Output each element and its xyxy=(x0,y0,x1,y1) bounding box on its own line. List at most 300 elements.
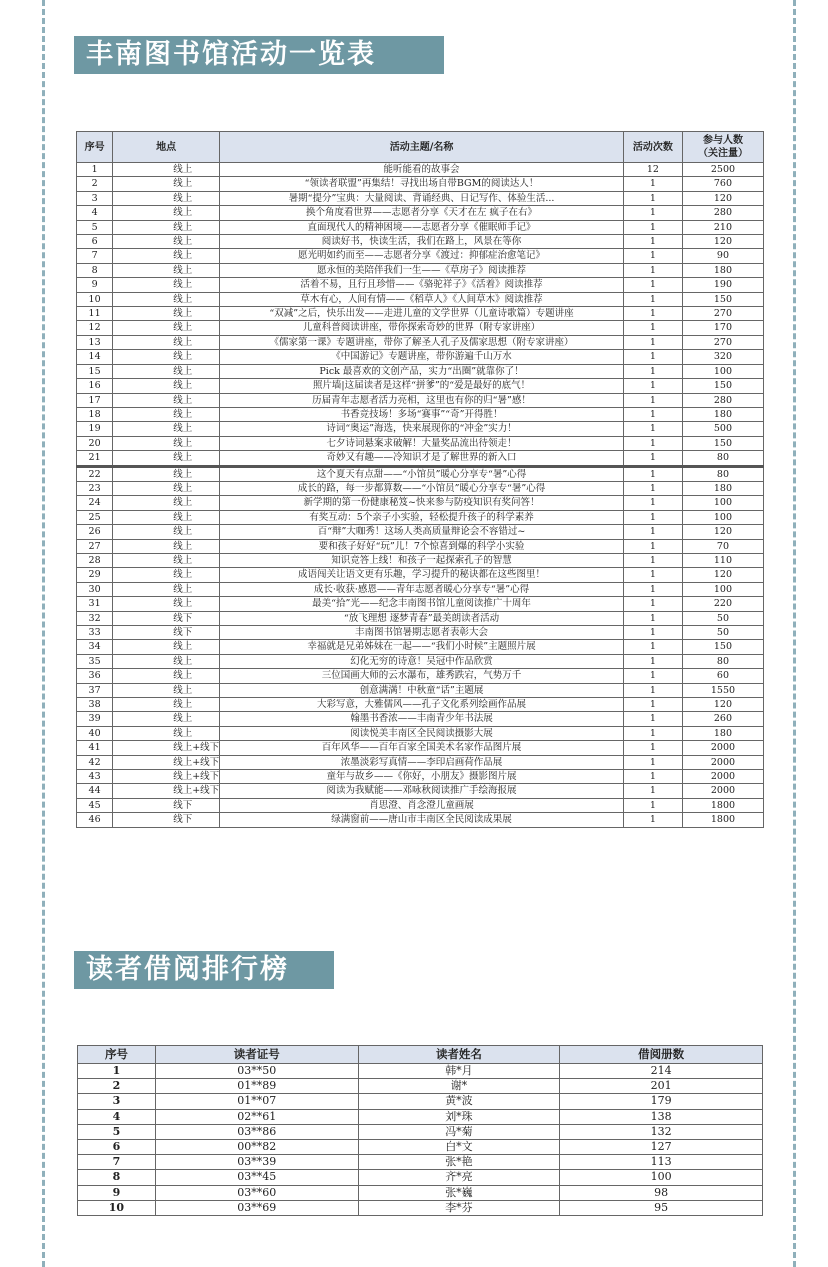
cell-people: 320 xyxy=(682,350,763,364)
cell-location: 线上 xyxy=(113,510,220,524)
cell-people: 270 xyxy=(682,335,763,349)
cell-theme: 成语闯关让语文更有乐趣，学习提升的秘诀都在这些图里！ xyxy=(220,568,624,582)
cell-no: 10 xyxy=(77,292,113,306)
cell-people: 170 xyxy=(682,321,763,335)
cell-borrow-count: 113 xyxy=(560,1155,763,1170)
cell-name: 韩*月 xyxy=(358,1064,560,1079)
cell-count: 1 xyxy=(623,220,682,234)
cell-theme: 成长的路，每一步都算数——“小馆员”暖心分享专“暑”心得 xyxy=(220,481,624,495)
cell-location: 线上 xyxy=(113,726,220,740)
cell-location: 线上 xyxy=(113,335,220,349)
cell-location: 线上+线下 xyxy=(113,784,220,798)
cell-people: 50 xyxy=(682,611,763,625)
table-row xyxy=(78,1124,763,1139)
cell-count: 1 xyxy=(623,422,682,436)
cell-people: 2500 xyxy=(682,163,763,177)
cell-card: 03**39 xyxy=(155,1155,358,1170)
cell-count: 1 xyxy=(623,539,682,553)
cell-people: 180 xyxy=(682,481,763,495)
table-row xyxy=(77,379,764,393)
cell-location: 线上 xyxy=(113,640,220,654)
cell-no: 21 xyxy=(77,451,113,466)
cell-theme: 百“辩”大咖秀！这场人类高质量辩论会不容错过~ xyxy=(220,525,624,539)
cell-location: 线上 xyxy=(113,206,220,220)
table-row xyxy=(77,407,764,421)
cell-people: 100 xyxy=(682,582,763,596)
cell-people: 280 xyxy=(682,393,763,407)
cell-card: 01**89 xyxy=(155,1079,358,1094)
cell-count: 1 xyxy=(623,307,682,321)
cell-count: 1 xyxy=(623,292,682,306)
cell-no: 36 xyxy=(77,669,113,683)
cell-theme: 百年风华——百年百家全国美术名家作品图片展 xyxy=(220,741,624,755)
header-count: 活动次数 xyxy=(623,132,682,163)
cell-theme: 知识竞答上线！和孩子一起探索孔子的智慧 xyxy=(220,553,624,567)
cell-people: 270 xyxy=(682,307,763,321)
cell-no: 29 xyxy=(77,568,113,582)
cell-count: 1 xyxy=(623,263,682,277)
table-row xyxy=(77,726,764,740)
cell-card: 03**45 xyxy=(155,1170,358,1185)
cell-theme: 幻化无穷的诗意！吴冠中作品欣赏 xyxy=(220,654,624,668)
cell-count: 1 xyxy=(623,451,682,466)
cell-theme: “领读者联盟”再集结！寻找出场自带BGM的阅读达人！ xyxy=(220,177,624,191)
cell-people: 120 xyxy=(682,235,763,249)
table-row xyxy=(78,1094,763,1109)
cell-people: 2000 xyxy=(682,770,763,784)
cell-no: 22 xyxy=(77,466,113,481)
cell-no: 8 xyxy=(77,263,113,277)
table-row xyxy=(77,741,764,755)
cell-borrow-count: 95 xyxy=(560,1200,763,1215)
cell-theme: 绿满窗前——唐山市丰南区全民阅读成果展 xyxy=(220,813,624,827)
cell-count: 1 xyxy=(623,582,682,596)
cell-no: 1 xyxy=(77,163,113,177)
cell-rank-no: 2 xyxy=(78,1079,156,1094)
cell-location: 线上 xyxy=(113,481,220,495)
cell-name: 李*芬 xyxy=(358,1200,560,1215)
table-row xyxy=(77,553,764,567)
cell-theme: “双减”之后，快乐出发——走进儿童的文学世界（儿童诗歌篇）专题讲座 xyxy=(220,307,624,321)
cell-location: 线上 xyxy=(113,278,220,292)
cell-location: 线上 xyxy=(113,220,220,234)
ranking-section-title: 读者借阅排行榜 xyxy=(74,951,334,989)
cell-count: 1 xyxy=(623,640,682,654)
cell-count: 1 xyxy=(623,407,682,421)
table-row xyxy=(78,1109,763,1124)
cell-no: 34 xyxy=(77,640,113,654)
cell-theme: 阅读为我赋能——邓咏秋阅读推广手绘海报展 xyxy=(220,784,624,798)
table-row xyxy=(77,626,764,640)
cell-location: 线上 xyxy=(113,553,220,567)
cell-theme: 要和孩子好好“玩”儿！7个惊喜到爆的科学小实验 xyxy=(220,539,624,553)
table-row xyxy=(77,496,764,510)
cell-no: 23 xyxy=(77,481,113,495)
cell-count: 1 xyxy=(623,321,682,335)
cell-count: 1 xyxy=(623,235,682,249)
cell-theme: 成长·收获·感恩——青年志愿者暖心分享专“暑”心得 xyxy=(220,582,624,596)
cell-location: 线上 xyxy=(113,235,220,249)
cell-no: 40 xyxy=(77,726,113,740)
cell-card: 02**61 xyxy=(155,1109,358,1124)
table-row xyxy=(77,422,764,436)
table-row xyxy=(78,1170,763,1185)
cell-count: 1 xyxy=(623,510,682,524)
cell-rank-no: 3 xyxy=(78,1094,156,1109)
cell-count: 1 xyxy=(623,669,682,683)
cell-location: 线上 xyxy=(113,263,220,277)
table-row xyxy=(77,393,764,407)
cell-borrow-count: 127 xyxy=(560,1140,763,1155)
ranking-table-header xyxy=(78,1046,763,1064)
cell-theme: 最美“拾”光——纪念丰南图书馆儿童阅读推广十周年 xyxy=(220,597,624,611)
cell-theme: 能听能看的故事会 xyxy=(220,163,624,177)
table-row xyxy=(77,568,764,582)
table-row xyxy=(78,1155,763,1170)
cell-name: 刘*珠 xyxy=(358,1109,560,1124)
cell-card: 01**07 xyxy=(155,1094,358,1109)
cell-count: 1 xyxy=(623,611,682,625)
cell-rank-no: 10 xyxy=(78,1200,156,1215)
cell-theme: 历届青年志愿者活力亮相，这里也有你的归“暑”感！ xyxy=(220,393,624,407)
cell-rank-no: 7 xyxy=(78,1155,156,1170)
table-row xyxy=(77,525,764,539)
cell-count: 12 xyxy=(623,163,682,177)
cell-location: 线上 xyxy=(113,163,220,177)
cell-count: 1 xyxy=(623,177,682,191)
cell-location: 线上 xyxy=(113,364,220,378)
cell-location: 线上 xyxy=(113,568,220,582)
cell-theme: 童年与故乡——《你好，小朋友》摄影图片展 xyxy=(220,770,624,784)
cell-people: 180 xyxy=(682,263,763,277)
cell-theme: 活着不易，且行且珍惜——《骆驼祥子》《活着》阅读推荐 xyxy=(220,278,624,292)
cell-count: 1 xyxy=(623,496,682,510)
cell-people: 2000 xyxy=(682,784,763,798)
cell-count: 1 xyxy=(623,755,682,769)
cell-count: 1 xyxy=(623,481,682,495)
cell-location: 线上 xyxy=(113,654,220,668)
cell-no: 28 xyxy=(77,553,113,567)
table-row xyxy=(77,177,764,191)
table-row xyxy=(77,712,764,726)
cell-people: 180 xyxy=(682,407,763,421)
cell-borrow-count: 214 xyxy=(560,1064,763,1079)
table-row xyxy=(77,669,764,683)
cell-no: 3 xyxy=(77,191,113,205)
cell-rank-no: 6 xyxy=(78,1140,156,1155)
cell-no: 30 xyxy=(77,582,113,596)
table-row xyxy=(77,307,764,321)
header-rank-no: 序号 xyxy=(78,1046,156,1064)
cell-count: 1 xyxy=(623,364,682,378)
cell-location: 线上 xyxy=(113,436,220,450)
table-row xyxy=(77,163,764,177)
cell-no: 33 xyxy=(77,626,113,640)
cell-location: 线上 xyxy=(113,191,220,205)
header-card: 读者证号 xyxy=(155,1046,358,1064)
cell-people: 150 xyxy=(682,379,763,393)
cell-people: 120 xyxy=(682,698,763,712)
header-people: 参与人数 （关注量） xyxy=(682,132,763,163)
cell-people: 260 xyxy=(682,712,763,726)
cell-no: 44 xyxy=(77,784,113,798)
cell-name: 白*文 xyxy=(358,1140,560,1155)
cell-location: 线上 xyxy=(113,393,220,407)
left-dashed-border xyxy=(42,0,45,1267)
cell-people: 500 xyxy=(682,422,763,436)
cell-card: 03**86 xyxy=(155,1124,358,1139)
table-row xyxy=(77,364,764,378)
table-row xyxy=(78,1079,763,1094)
cell-count: 1 xyxy=(623,798,682,812)
cell-theme: 肖思澄、肖念澄儿童画展 xyxy=(220,798,624,812)
table-row xyxy=(77,235,764,249)
cell-count: 1 xyxy=(623,784,682,798)
cell-theme: 奇妙又有趣——冷知识才是了解世界的新入口 xyxy=(220,451,624,466)
cell-people: 60 xyxy=(682,669,763,683)
cell-location: 线上 xyxy=(113,407,220,421)
cell-no: 17 xyxy=(77,393,113,407)
table-row xyxy=(77,784,764,798)
table-row xyxy=(77,436,764,450)
cell-no: 9 xyxy=(77,278,113,292)
cell-count: 1 xyxy=(623,726,682,740)
cell-theme: 翰墨书香浓——丰南青少年书法展 xyxy=(220,712,624,726)
cell-theme: 新学期的第一份健康秘笈~快来参与防疫知识有奖问答！ xyxy=(220,496,624,510)
cell-no: 15 xyxy=(77,364,113,378)
cell-location: 线上+线下 xyxy=(113,770,220,784)
cell-theme: 阅读悦美丰南区全民阅读摄影大展 xyxy=(220,726,624,740)
cell-count: 1 xyxy=(623,278,682,292)
cell-rank-no: 5 xyxy=(78,1124,156,1139)
cell-theme: 大彩写意，大雅儒风——孔子文化系列绘画作品展 xyxy=(220,698,624,712)
cell-people: 70 xyxy=(682,539,763,553)
table-row xyxy=(77,654,764,668)
cell-people: 190 xyxy=(682,278,763,292)
cell-location: 线上+线下 xyxy=(113,755,220,769)
cell-count: 1 xyxy=(623,393,682,407)
cell-people: 150 xyxy=(682,436,763,450)
cell-people: 100 xyxy=(682,364,763,378)
cell-card: 03**60 xyxy=(155,1185,358,1200)
cell-location: 线上 xyxy=(113,496,220,510)
cell-count: 1 xyxy=(623,191,682,205)
table-row xyxy=(78,1064,763,1079)
table-row xyxy=(77,278,764,292)
table-row xyxy=(78,1200,763,1215)
cell-rank-no: 4 xyxy=(78,1109,156,1124)
table-row xyxy=(78,1185,763,1200)
cell-location: 线上 xyxy=(113,307,220,321)
cell-theme: 这个夏天有点甜——“小馆员”暖心分享专“暑”心得 xyxy=(220,466,624,481)
cell-count: 1 xyxy=(623,436,682,450)
cell-no: 32 xyxy=(77,611,113,625)
cell-no: 6 xyxy=(77,235,113,249)
activity-table-header xyxy=(77,132,764,163)
cell-people: 100 xyxy=(682,510,763,524)
cell-people: 760 xyxy=(682,177,763,191)
cell-no: 26 xyxy=(77,525,113,539)
table-row xyxy=(77,263,764,277)
cell-theme: 儿童科普阅读讲座，带你探索奇妙的世界（附专家讲座） xyxy=(220,321,624,335)
cell-borrow-count: 201 xyxy=(560,1079,763,1094)
cell-theme: 七夕诗词悬案求破解！大量奖品流出待领走！ xyxy=(220,436,624,450)
cell-theme: 三位国画大师的云水瀑布，雄秀跌宕，气势万千 xyxy=(220,669,624,683)
table-row xyxy=(77,481,764,495)
cell-borrow-count: 138 xyxy=(560,1109,763,1124)
table-row xyxy=(77,350,764,364)
table-row xyxy=(77,321,764,335)
cell-count: 1 xyxy=(623,654,682,668)
header-borrow-count: 借阅册数 xyxy=(560,1046,763,1064)
cell-count: 1 xyxy=(623,568,682,582)
cell-theme: 换个角度看世界——志愿者分享《天才在左 疯子在右》 xyxy=(220,206,624,220)
cell-no: 7 xyxy=(77,249,113,263)
cell-count: 1 xyxy=(623,626,682,640)
cell-no: 43 xyxy=(77,770,113,784)
table-row xyxy=(77,466,764,481)
cell-name: 谢* xyxy=(358,1079,560,1094)
cell-location: 线上 xyxy=(113,451,220,466)
cell-count: 1 xyxy=(623,813,682,827)
cell-people: 120 xyxy=(682,568,763,582)
table-row xyxy=(77,451,764,466)
cell-count: 1 xyxy=(623,698,682,712)
cell-people: 280 xyxy=(682,206,763,220)
cell-no: 42 xyxy=(77,755,113,769)
cell-location: 线上 xyxy=(113,683,220,697)
table-row xyxy=(77,611,764,625)
activity-section-title: 丰南图书馆活动一览表 xyxy=(74,36,444,74)
cell-borrow-count: 132 xyxy=(560,1124,763,1139)
cell-location: 线上 xyxy=(113,292,220,306)
cell-people: 210 xyxy=(682,220,763,234)
cell-no: 13 xyxy=(77,335,113,349)
cell-name: 张*巍 xyxy=(358,1185,560,1200)
cell-theme: 诗词“奥运”海选，快来展现你的“冲金”实力！ xyxy=(220,422,624,436)
cell-location: 线上 xyxy=(113,712,220,726)
cell-rank-no: 1 xyxy=(78,1064,156,1079)
cell-people: 220 xyxy=(682,597,763,611)
cell-location: 线上 xyxy=(113,422,220,436)
table-row xyxy=(77,249,764,263)
cell-no: 4 xyxy=(77,206,113,220)
cell-location: 线下 xyxy=(113,626,220,640)
cell-location: 线上+线下 xyxy=(113,741,220,755)
cell-location: 线上 xyxy=(113,379,220,393)
cell-theme: 《中国游记》专题讲座，带你游遍千山万水 xyxy=(220,350,624,364)
cell-people: 90 xyxy=(682,249,763,263)
cell-no: 12 xyxy=(77,321,113,335)
cell-people: 1550 xyxy=(682,683,763,697)
cell-card: 00**82 xyxy=(155,1140,358,1155)
cell-location: 线上 xyxy=(113,350,220,364)
cell-no: 16 xyxy=(77,379,113,393)
header-name: 读者姓名 xyxy=(358,1046,560,1064)
cell-location: 线下 xyxy=(113,813,220,827)
cell-no: 19 xyxy=(77,422,113,436)
cell-count: 1 xyxy=(623,741,682,755)
cell-people: 50 xyxy=(682,626,763,640)
cell-location: 线上 xyxy=(113,698,220,712)
cell-theme: 书香竞技场！多场“赛事”“奇”开得胜！ xyxy=(220,407,624,421)
cell-people: 1800 xyxy=(682,813,763,827)
cell-borrow-count: 100 xyxy=(560,1170,763,1185)
cell-count: 1 xyxy=(623,249,682,263)
cell-count: 1 xyxy=(623,335,682,349)
cell-count: 1 xyxy=(623,683,682,697)
table-row xyxy=(77,798,764,812)
activity-table xyxy=(76,131,764,828)
cell-count: 1 xyxy=(623,525,682,539)
table-row xyxy=(77,582,764,596)
cell-no: 41 xyxy=(77,741,113,755)
cell-location: 线上 xyxy=(113,539,220,553)
cell-theme: 愿光明如约而至——志愿者分享《渡过：抑郁症治愈笔记》 xyxy=(220,249,624,263)
cell-name: 齐*亮 xyxy=(358,1170,560,1185)
cell-no: 27 xyxy=(77,539,113,553)
cell-location: 线上 xyxy=(113,321,220,335)
cell-borrow-count: 179 xyxy=(560,1094,763,1109)
cell-name: 张*艳 xyxy=(358,1155,560,1170)
cell-people: 150 xyxy=(682,292,763,306)
table-row xyxy=(77,770,764,784)
cell-people: 180 xyxy=(682,726,763,740)
cell-count: 1 xyxy=(623,466,682,481)
cell-count: 1 xyxy=(623,206,682,220)
cell-no: 38 xyxy=(77,698,113,712)
cell-people: 80 xyxy=(682,451,763,466)
cell-location: 线上 xyxy=(113,177,220,191)
cell-theme: Pick 最喜欢的文创产品，实力“出圈”就靠你了！ xyxy=(220,364,624,378)
cell-location: 线上 xyxy=(113,582,220,596)
cell-theme: 暑期“提分”宝典：大量阅读、背诵经典、日记写作、体验生活... xyxy=(220,191,624,205)
cell-theme: 丰南图书馆暑期志愿者表彰大会 xyxy=(220,626,624,640)
cell-count: 1 xyxy=(623,350,682,364)
cell-no: 24 xyxy=(77,496,113,510)
table-row xyxy=(77,539,764,553)
cell-no: 39 xyxy=(77,712,113,726)
cell-theme: 照片墙|这届读者是这样“拼爹”的“爱是最好的底气！ xyxy=(220,379,624,393)
table-row xyxy=(77,335,764,349)
table-row xyxy=(77,683,764,697)
table-row xyxy=(77,813,764,827)
cell-people: 150 xyxy=(682,640,763,654)
cell-theme: 草木有心，人间有情——《稻草人》《人间草木》阅读推荐 xyxy=(220,292,624,306)
cell-people: 2000 xyxy=(682,741,763,755)
cell-people: 1800 xyxy=(682,798,763,812)
cell-card: 03**50 xyxy=(155,1064,358,1079)
right-dashed-border xyxy=(793,0,796,1267)
cell-no: 35 xyxy=(77,654,113,668)
cell-people: 80 xyxy=(682,466,763,481)
cell-no: 25 xyxy=(77,510,113,524)
cell-location: 线上 xyxy=(113,525,220,539)
cell-count: 1 xyxy=(623,553,682,567)
cell-people: 80 xyxy=(682,654,763,668)
table-row xyxy=(77,292,764,306)
cell-theme: 有奖互动：5个亲子小实验，轻松提升孩子的科学素养 xyxy=(220,510,624,524)
cell-location: 线下 xyxy=(113,798,220,812)
cell-rank-no: 8 xyxy=(78,1170,156,1185)
cell-location: 线下 xyxy=(113,611,220,625)
cell-people: 110 xyxy=(682,553,763,567)
table-row xyxy=(77,640,764,654)
cell-location: 线上 xyxy=(113,466,220,481)
table-row xyxy=(77,206,764,220)
cell-no: 20 xyxy=(77,436,113,450)
cell-location: 线上 xyxy=(113,249,220,263)
